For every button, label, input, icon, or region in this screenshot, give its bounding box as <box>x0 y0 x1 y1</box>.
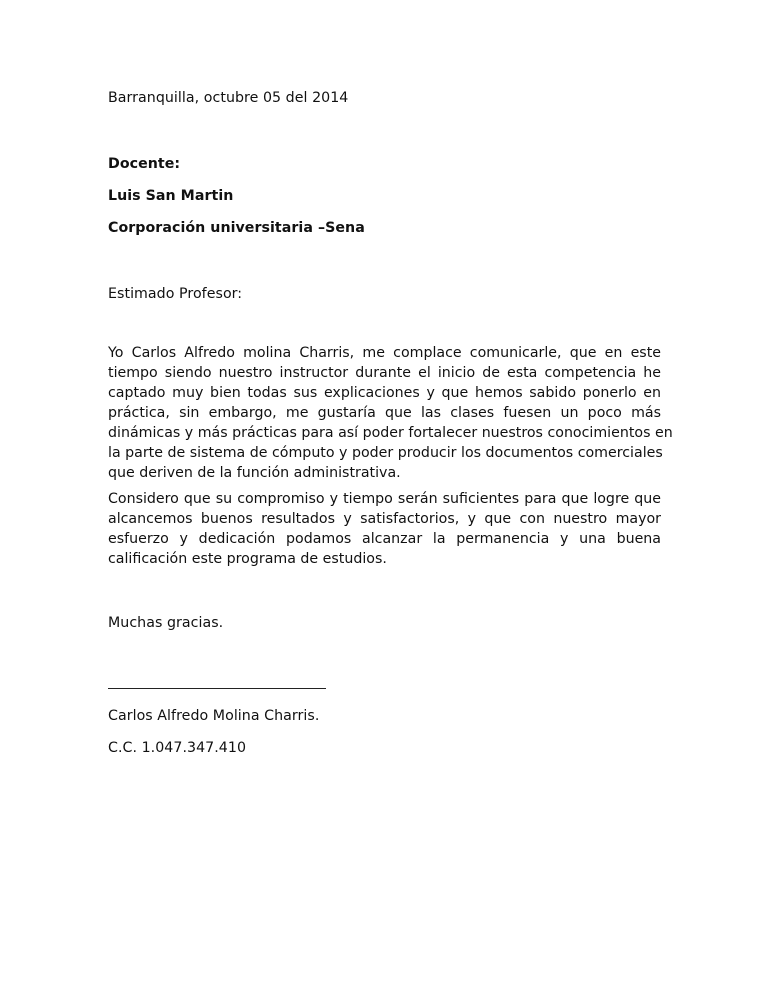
paragraph-line: tiempo siendo nuestro instructor durante el inicio de esta competencia he <box>108 365 661 381</box>
body-paragraph-2 <box>108 489 661 569</box>
paragraph-line: esfuerzo y dedicación podamos alcanzar la permanencia y una buena <box>108 531 661 547</box>
closing: Muchas gracias. <box>108 615 224 631</box>
recipient-role: Docente: <box>108 156 181 172</box>
recipient-institution: Corporación universitaria –Sena <box>108 220 365 236</box>
paragraph-line: práctica, sin embargo, me gustaría que las clases fuesen un poco más <box>108 405 661 421</box>
paragraph-line: calificación este programa de estudios. <box>108 551 387 567</box>
signature-name: Carlos Alfredo Molina Charris. <box>108 708 320 724</box>
paragraph-line: alcancemos buenos resultados y satisfactorios, y que con nuestro mayor <box>108 511 661 527</box>
signature-id: C.C. 1.047.347.410 <box>108 740 247 756</box>
body-paragraph-1 <box>108 343 673 483</box>
paragraph-line: Considero que su compromiso y tiempo serán suficientes para que logre que <box>108 491 661 507</box>
paragraph-line: que deriven de la función administrativa. <box>108 465 401 481</box>
paragraph-line: captado muy bien todas sus explicaciones y que hemos sabido ponerlo en <box>108 385 661 401</box>
salutation: Estimado Profesor: <box>108 286 243 302</box>
paragraph-line: dinámicas y más prácticas para así poder fortalecer nuestros conocimientos en <box>108 425 673 441</box>
signature-line <box>108 688 326 689</box>
paragraph-line: Yo Carlos Alfredo molina Charris, me complace comunicarle, que en este <box>108 345 661 361</box>
recipient-name: Luis San Martin <box>108 188 234 204</box>
paragraph-line: la parte de sistema de cómputo y poder producir los documentos comerciales <box>108 445 663 461</box>
place-date: Barranquilla, octubre 05 del 2014 <box>108 90 349 106</box>
